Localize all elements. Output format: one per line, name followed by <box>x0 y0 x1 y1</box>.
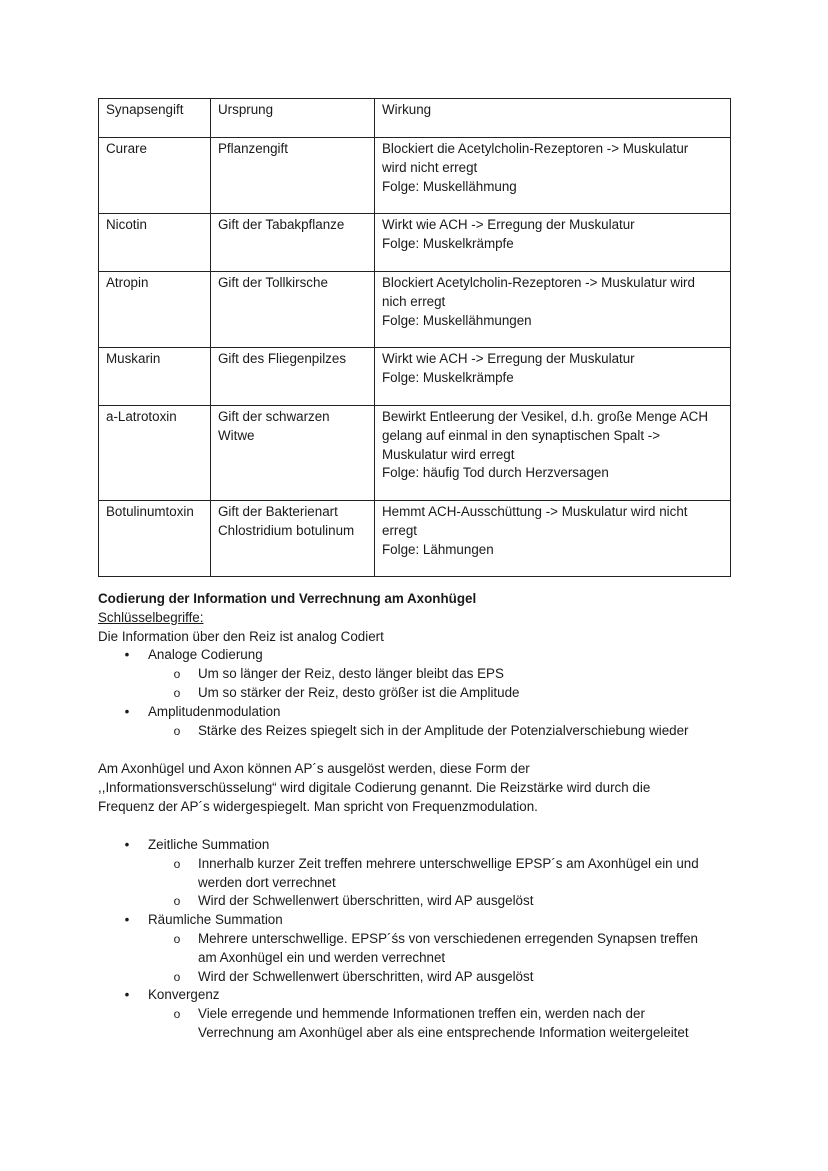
paragraph-digital <box>98 760 738 816</box>
cell-ursprung <box>211 501 375 577</box>
cell-wirkung <box>375 348 731 406</box>
table-row <box>99 501 731 577</box>
cell-line: Muskulatur wird erregt <box>382 446 515 462</box>
cell-gift: a-Latrotoxin <box>99 406 211 501</box>
cell-ursprung <box>211 406 375 501</box>
synapsengift-table <box>98 98 731 577</box>
list-item <box>98 703 738 741</box>
cell-wirkung <box>375 406 731 501</box>
cell-line: Chlostridium botulinum <box>218 522 355 538</box>
sub-list-item <box>148 930 738 968</box>
sub-item-line: am Axonhügel ein und werden verrechnet <box>198 949 446 965</box>
cell-wirkung <box>375 214 731 272</box>
sub-list <box>148 855 738 911</box>
list-item <box>98 986 738 1042</box>
cell-wirkung <box>375 272 731 348</box>
section-heading: Codierung der Information und Verrechnung am Axonhügel <box>98 591 477 606</box>
circle-bullet-icon: o <box>173 969 181 984</box>
sub-list-item <box>148 722 738 741</box>
cell-line: Wirkt wie ACH -> Erregung der Muskulatur <box>382 351 635 366</box>
sub-item-line: Mehrere unterschwellige. EPSP´śs von verschiedenen erregenden Synapsen treffen <box>198 930 698 946</box>
cell-wirkung <box>375 138 731 214</box>
cell-gift: Atropin <box>99 272 211 348</box>
sub-list-item <box>148 665 738 684</box>
circle-bullet-icon: o <box>173 931 181 946</box>
cell-line: Folge: Muskelkrämpfe <box>382 369 514 385</box>
header-ursprung: Ursprung <box>211 99 375 138</box>
bullet-list-codierung <box>98 646 738 740</box>
cell-line: Blockiert Acetylcholin-Rezeptoren -> Muskulatur wird <box>382 275 695 290</box>
summation-list <box>98 836 738 1043</box>
cell-line: Hemmt ACH-Ausschüttung -> Muskulatur wird nicht <box>382 504 688 519</box>
bullet-list-summation <box>98 836 738 1043</box>
sub-list <box>148 665 738 703</box>
sub-list-item <box>148 968 738 987</box>
circle-bullet-icon: o <box>173 723 181 738</box>
intro-text: Die Information über den Reiz ist analog Codiert <box>98 628 384 644</box>
cell-line: wird nicht erregt <box>382 159 478 175</box>
cell-ursprung <box>211 272 375 348</box>
sub-list-item <box>148 1005 738 1043</box>
list-item <box>98 911 738 986</box>
section-codierung <box>98 590 738 740</box>
cell-line: Pflanzengift <box>218 141 288 156</box>
paragraph-line: ,,Informationsverschüsselung“ wird digitale Codierung genannt. Die Reizstärke wird durch die <box>98 779 651 795</box>
cell-line: Folge: Muskelkrämpfe <box>382 235 514 251</box>
table-row <box>99 272 731 348</box>
paragraph-line: Am Axonhügel und Axon können AP´s ausgelöst werden, diese Form der <box>98 761 530 776</box>
cell-line: Folge: Muskellähmungen <box>382 312 532 328</box>
sub-list <box>148 722 738 741</box>
cell-line: Gift des Fliegenpilzes <box>218 351 347 366</box>
cell-ursprung <box>211 138 375 214</box>
bullet-icon: • <box>124 987 130 1003</box>
cell-line: Gift der schwarzen <box>218 409 330 424</box>
circle-bullet-icon: o <box>173 1007 181 1022</box>
list-item <box>98 836 738 911</box>
circle-bullet-icon: o <box>173 667 181 682</box>
sub-list-item <box>148 684 738 703</box>
cell-ursprung <box>211 214 375 272</box>
sub-item-line: Wird der Schwellenwert überschritten, wird AP ausgelöst <box>198 968 534 984</box>
paragraph-line: Frequenz der AP´s widergespiegelt. Man spricht von Frequenzmodulation. <box>98 798 538 814</box>
cell-line: Bewirkt Entleerung der Vesikel, d.h. große Menge ACH <box>382 409 709 424</box>
cell-line: Wirkt wie ACH -> Erregung der Muskulatur <box>382 217 635 232</box>
cell-gift: Botulinumtoxin <box>99 501 211 577</box>
cell-ursprung <box>211 348 375 406</box>
cell-line: Folge: häufig Tod durch Herzversagen <box>382 465 609 481</box>
sub-item-text: Um so stärker der Reiz, desto größer ist die Amplitude <box>198 684 520 700</box>
header-wirkung: Wirkung <box>375 99 731 138</box>
bullet-icon: • <box>124 703 130 719</box>
list-item-label: Konvergenz <box>148 987 220 1003</box>
cell-line: Gift der Tollkirsche <box>218 275 328 290</box>
cell-line: nich erregt <box>382 293 446 309</box>
sub-item-line: werden dort verrechnet <box>198 874 336 890</box>
list-item-label: Räumliche Summation <box>148 912 283 928</box>
sub-list <box>148 1005 738 1043</box>
cell-line: Blockiert die Acetylcholin-Rezeptoren -> Muskulatur <box>382 141 689 156</box>
circle-bullet-icon: o <box>173 856 181 871</box>
sub-item-line: Viele erregende und hemmende Informationen treffen ein, werden nach der <box>198 1006 645 1022</box>
sub-item-text: Stärke des Reizes spiegelt sich in der Amplitude der Potenzialverschiebung wieder <box>198 722 689 738</box>
cell-line: Folge: Muskellähmung <box>382 178 517 194</box>
cell-gift: Muskarin <box>99 348 211 406</box>
list-item-label: Amplitudenmodulation <box>148 703 281 719</box>
cell-wirkung <box>375 501 731 577</box>
table-row <box>99 348 731 406</box>
cell-gift: Nicotin <box>99 214 211 272</box>
cell-line: Gift der Bakterienart <box>218 504 338 519</box>
header-synapsengift: Synapsengift <box>99 99 211 138</box>
sub-list-item <box>148 892 738 911</box>
list-item-label: Analoge Codierung <box>148 647 263 663</box>
circle-bullet-icon: o <box>173 685 181 700</box>
bullet-icon: • <box>124 912 130 928</box>
sub-item-text: Um so länger der Reiz, desto länger bleibt das EPS <box>198 666 504 682</box>
table-row <box>99 138 731 214</box>
list-item <box>98 646 738 702</box>
table-row <box>99 406 731 501</box>
table-header-row <box>99 99 731 138</box>
sub-item-line: Innerhalb kurzer Zeit treffen mehrere unterschwellige EPSP´s am Axonhügel ein und <box>198 855 699 871</box>
sub-item-line: Verrechnung am Axonhügel aber als eine entsprechende Information weitergeleitet <box>198 1024 689 1040</box>
list-item-label: Zeitliche Summation <box>148 837 270 852</box>
cell-line: gelang auf einmal in den synaptischen Spalt -> <box>382 427 661 443</box>
sub-item-line: Wird der Schwellenwert überschritten, wird AP ausgelöst <box>198 893 534 909</box>
cell-line: erregt <box>382 522 417 538</box>
bullet-icon: • <box>124 837 130 852</box>
cell-line: Folge: Lähmungen <box>382 541 494 557</box>
bullet-icon: • <box>124 647 130 663</box>
circle-bullet-icon: o <box>173 894 181 909</box>
cell-line: Gift der Tabakpflanze <box>218 217 345 232</box>
cell-gift: Curare <box>99 138 211 214</box>
table-row <box>99 214 731 272</box>
sub-list-item <box>148 855 738 893</box>
cell-line: Witwe <box>218 427 255 443</box>
sub-list <box>148 930 738 986</box>
section-subheading: Schlüsselbegriffe: <box>98 609 204 625</box>
